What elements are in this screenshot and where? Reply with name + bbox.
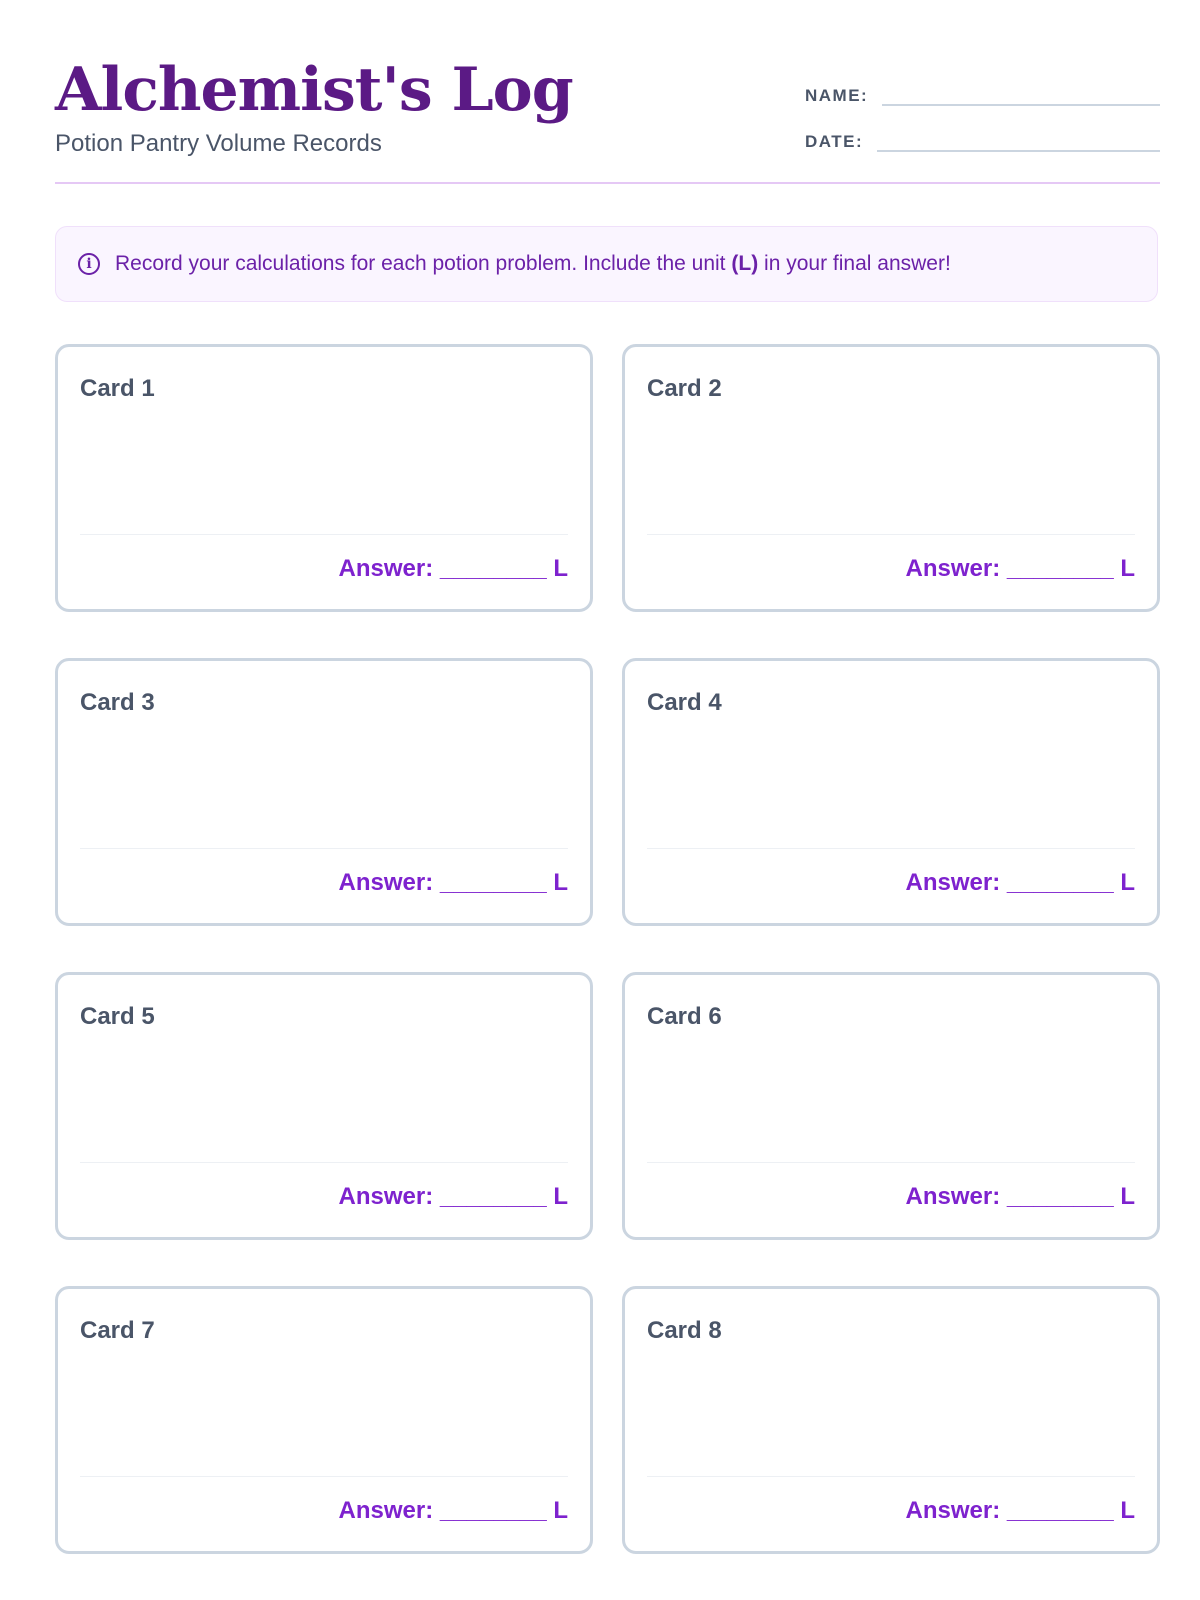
card-divider	[80, 848, 568, 849]
problem-card	[622, 1286, 1160, 1554]
header	[55, 52, 573, 158]
card-answer[interactable]: Answer: ________ L	[905, 869, 1135, 896]
card-title: Card 7	[80, 1317, 155, 1344]
instructions-text-start: Record your calculations for each potion problem. Include the unit	[115, 252, 726, 275]
problem-card	[55, 1286, 593, 1554]
problem-card	[55, 972, 593, 1240]
name-row	[805, 60, 1160, 106]
card-divider	[80, 1162, 568, 1163]
card-answer[interactable]: Answer: ________ L	[905, 555, 1135, 582]
card-divider	[80, 534, 568, 535]
card-title: Card 4	[647, 689, 722, 716]
card-answer[interactable]: Answer: ________ L	[905, 1183, 1135, 1210]
card-answer[interactable]: Answer: ________ L	[338, 555, 568, 582]
name-field[interactable]	[882, 74, 1160, 106]
instructions-text	[115, 252, 951, 276]
instructions-text-end: in your final answer!	[764, 252, 951, 275]
card-answer[interactable]: Answer: ________ L	[338, 1183, 568, 1210]
page-title: Alchemist's Log	[55, 55, 573, 125]
problem-card	[622, 344, 1160, 612]
card-title: Card 1	[80, 375, 155, 402]
card-divider	[647, 534, 1135, 535]
problem-card	[622, 658, 1160, 926]
card-divider	[647, 1476, 1135, 1477]
card-answer[interactable]: Answer: ________ L	[338, 869, 568, 896]
info-icon: i	[78, 253, 100, 275]
card-title: Card 6	[647, 1003, 722, 1030]
card-grid	[55, 344, 1160, 1554]
card-title: Card 5	[80, 1003, 155, 1030]
date-label: DATE:	[805, 132, 864, 151]
problem-card	[55, 344, 593, 612]
date-row	[805, 106, 1160, 152]
card-answer[interactable]: Answer: ________ L	[338, 1497, 568, 1524]
problem-card	[55, 658, 593, 926]
name-label: NAME:	[805, 86, 869, 105]
header-divider	[55, 182, 1160, 184]
card-title: Card 8	[647, 1317, 722, 1344]
student-info	[805, 60, 1160, 152]
card-divider	[647, 848, 1135, 849]
date-field[interactable]	[877, 120, 1160, 152]
card-divider	[80, 1476, 568, 1477]
page-subtitle: Potion Pantry Volume Records	[55, 130, 382, 157]
instructions-banner	[55, 226, 1158, 302]
card-title: Card 3	[80, 689, 155, 716]
instructions-unit: (L)	[731, 252, 759, 275]
card-divider	[647, 1162, 1135, 1163]
card-answer[interactable]: Answer: ________ L	[905, 1497, 1135, 1524]
problem-card	[622, 972, 1160, 1240]
card-title: Card 2	[647, 375, 722, 402]
